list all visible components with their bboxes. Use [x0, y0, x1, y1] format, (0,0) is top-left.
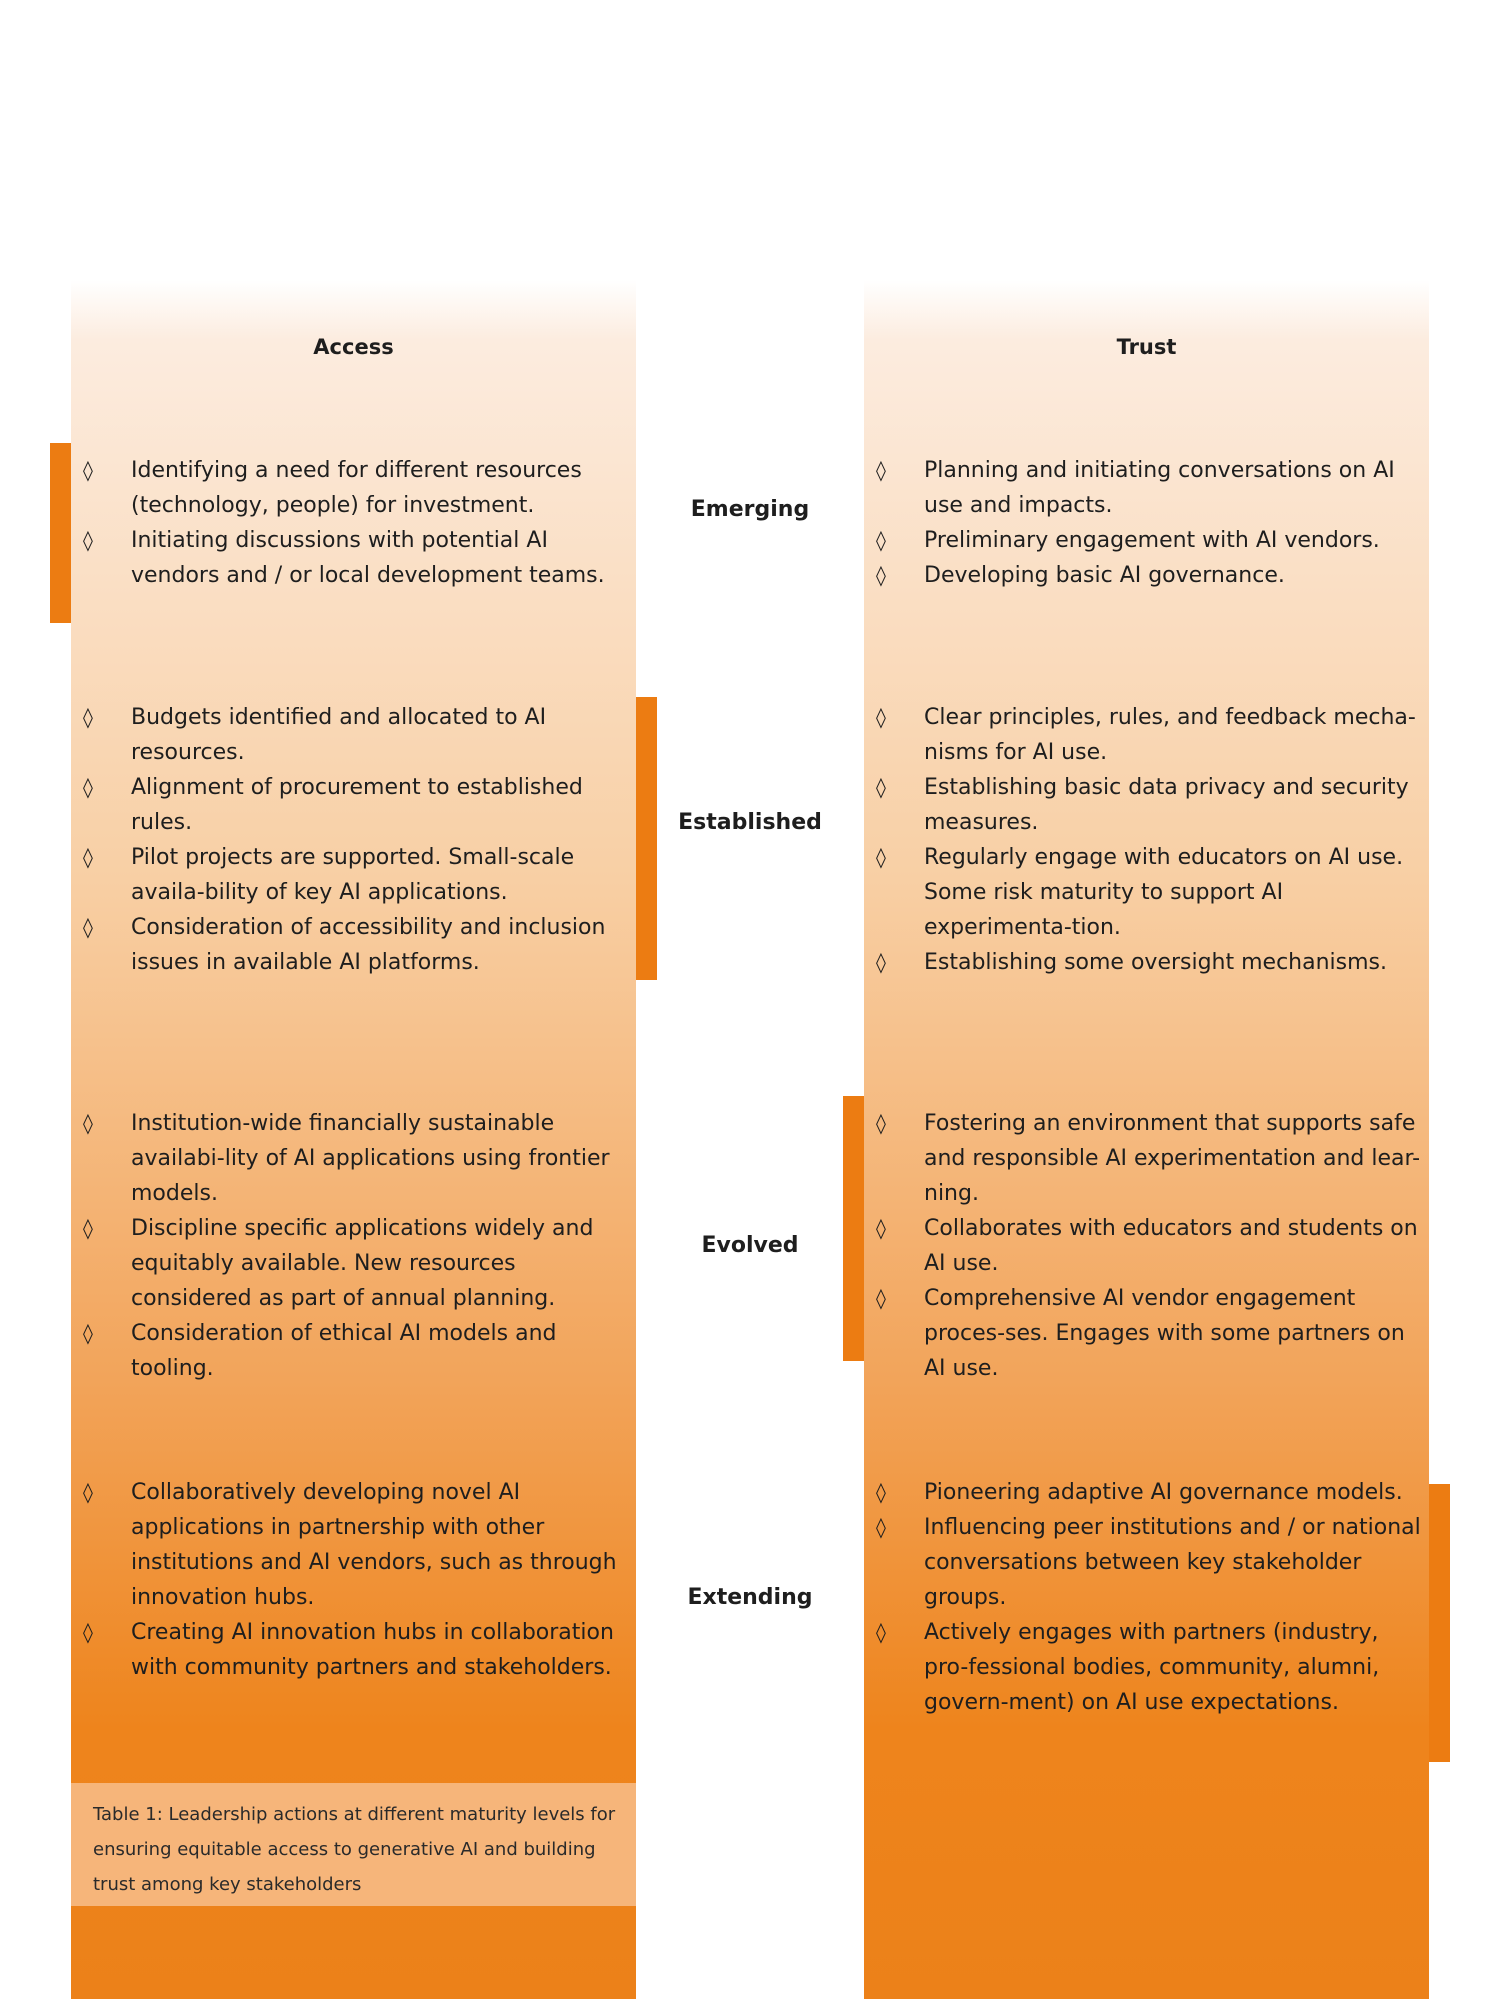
list-item-text: Consideration of ethical AI models and tooling. [131, 1321, 557, 1381]
diamond-bullet-icon: ◊ [876, 563, 886, 587]
list-item-text: Identifying a need for different resources (technology, people) for investment. [131, 458, 582, 518]
list-item-text: Preliminary engagement with AI vendors. [924, 528, 1380, 553]
list-item-text: Planning and initiating conversations on AI use and impacts. [924, 458, 1395, 518]
level-label-emerging: Emerging [690, 497, 810, 522]
list-item [71, 1211, 631, 1316]
diamond-bullet-icon: ◊ [876, 845, 886, 869]
diamond-bullet-icon: ◊ [876, 1216, 886, 1240]
trust-heading: Trust [1116, 335, 1177, 359]
list-item [864, 700, 1424, 770]
list-item-text: Actively engages with partners (industry, pro-fessional bodies, community, alumni, govern-ment) on AI use expectations. [924, 1620, 1380, 1715]
list-item [864, 1281, 1424, 1386]
diamond-bullet-icon: ◊ [83, 1321, 93, 1345]
diamond-bullet-icon: ◊ [83, 1111, 93, 1135]
list-item-text: Establishing basic data privacy and security measures. [924, 775, 1409, 835]
list-item-text: Initiating discussions with potential AI vendors and / or local development teams. [131, 528, 605, 588]
diamond-bullet-icon: ◊ [83, 1620, 93, 1644]
diamond-bullet-icon: ◊ [876, 528, 886, 552]
list-item [864, 1211, 1424, 1281]
list-item [71, 1615, 631, 1685]
diamond-bullet-icon: ◊ [876, 705, 886, 729]
list-item [71, 770, 631, 840]
list-item [71, 840, 631, 910]
extending-trust-list [864, 1475, 1424, 1720]
list-item-text: Institution-wide financially sustainable availabi-lity of AI applications using frontier models. [131, 1111, 610, 1206]
level-label-evolved: Evolved [701, 1233, 799, 1258]
list-item-text: Alignment of procurement to established rules. [131, 775, 583, 835]
list-item-text: Clear principles, rules, and feedback mecha-nisms for AI use. [924, 705, 1416, 765]
list-item [864, 523, 1424, 558]
diamond-bullet-icon: ◊ [83, 1480, 93, 1504]
list-item [864, 770, 1424, 840]
list-item [864, 558, 1424, 593]
established-access-list [71, 700, 631, 980]
diamond-bullet-icon: ◊ [876, 1111, 886, 1135]
diamond-bullet-icon: ◊ [83, 775, 93, 799]
list-item [864, 945, 1424, 980]
list-item-text: Regularly engage with educators on AI use. Some risk maturity to support AI experimenta-tion. [924, 845, 1404, 940]
emerging-access-list [71, 453, 631, 593]
list-item [864, 453, 1424, 523]
diamond-bullet-icon: ◊ [876, 950, 886, 974]
evolved-access-list [71, 1106, 631, 1386]
list-item [71, 523, 631, 593]
list-item [71, 910, 631, 980]
diamond-bullet-icon: ◊ [83, 915, 93, 939]
list-item [864, 1475, 1424, 1510]
diamond-bullet-icon: ◊ [876, 775, 886, 799]
established-trust-list [864, 700, 1424, 980]
diamond-bullet-icon: ◊ [876, 1480, 886, 1504]
emerging-accent-bar [50, 443, 71, 623]
list-item [71, 700, 631, 770]
level-label-extending: Extending [687, 1585, 813, 1610]
list-item-text: Developing basic AI governance. [924, 563, 1285, 588]
diamond-bullet-icon: ◊ [876, 1620, 886, 1644]
diamond-bullet-icon: ◊ [876, 1286, 886, 1310]
diamond-bullet-icon: ◊ [876, 458, 886, 482]
list-item [71, 1106, 631, 1211]
diamond-bullet-icon: ◊ [83, 1216, 93, 1240]
diamond-bullet-icon: ◊ [83, 528, 93, 552]
list-item-text: Collaboratively developing novel AI applications in partnership with other institutions and AI vendors, such as through innovation hubs. [131, 1480, 617, 1610]
established-accent-bar [636, 697, 657, 980]
list-item [71, 453, 631, 523]
list-item-text: Consideration of accessibility and inclusion issues in available AI platforms. [131, 915, 606, 975]
list-item [864, 1615, 1424, 1720]
level-label-established: Established [678, 810, 822, 835]
extending-access-list [71, 1475, 631, 1685]
list-item-text: Pioneering adaptive AI governance models. [924, 1480, 1403, 1505]
table-caption: Table 1: Leadership actions at different maturity levels for ensuring equitable access to generative AI and building trust among key stakeholders [71, 1783, 636, 1906]
list-item [864, 1510, 1424, 1615]
list-item-text: Establishing some oversight mechanisms. [924, 950, 1388, 975]
diamond-bullet-icon: ◊ [876, 1515, 886, 1539]
list-item-text: Influencing peer institutions and / or national conversations between key stakeholder groups. [924, 1515, 1421, 1610]
extending-accent-bar [1429, 1484, 1450, 1762]
list-item-text: Creating AI innovation hubs in collaboration with community partners and stakeholders. [131, 1620, 614, 1680]
list-item-text: Collaborates with educators and students on AI use. [924, 1216, 1418, 1276]
list-item-text: Comprehensive AI vendor engagement proces-ses. Engages with some partners on AI use. [924, 1286, 1405, 1381]
list-item-text: Pilot projects are supported. Small-scale availa-bility of key AI applications. [131, 845, 575, 905]
list-item [71, 1316, 631, 1386]
evolved-trust-list [864, 1106, 1424, 1386]
list-item [864, 840, 1424, 945]
list-item-text: Discipline specific applications widely and equitably available. New resources considered as part of annual planning. [131, 1216, 594, 1311]
list-item [864, 1106, 1424, 1211]
diamond-bullet-icon: ◊ [83, 705, 93, 729]
access-heading: Access [313, 335, 394, 359]
list-item-text: Budgets identified and allocated to AI resources. [131, 705, 547, 765]
diamond-bullet-icon: ◊ [83, 458, 93, 482]
emerging-trust-list [864, 453, 1424, 593]
list-item [71, 1475, 631, 1615]
diamond-bullet-icon: ◊ [83, 845, 93, 869]
list-item-text: Fostering an environment that supports safe and responsible AI experimentation and lear-ning. [924, 1111, 1421, 1206]
evolved-accent-bar [843, 1096, 864, 1361]
